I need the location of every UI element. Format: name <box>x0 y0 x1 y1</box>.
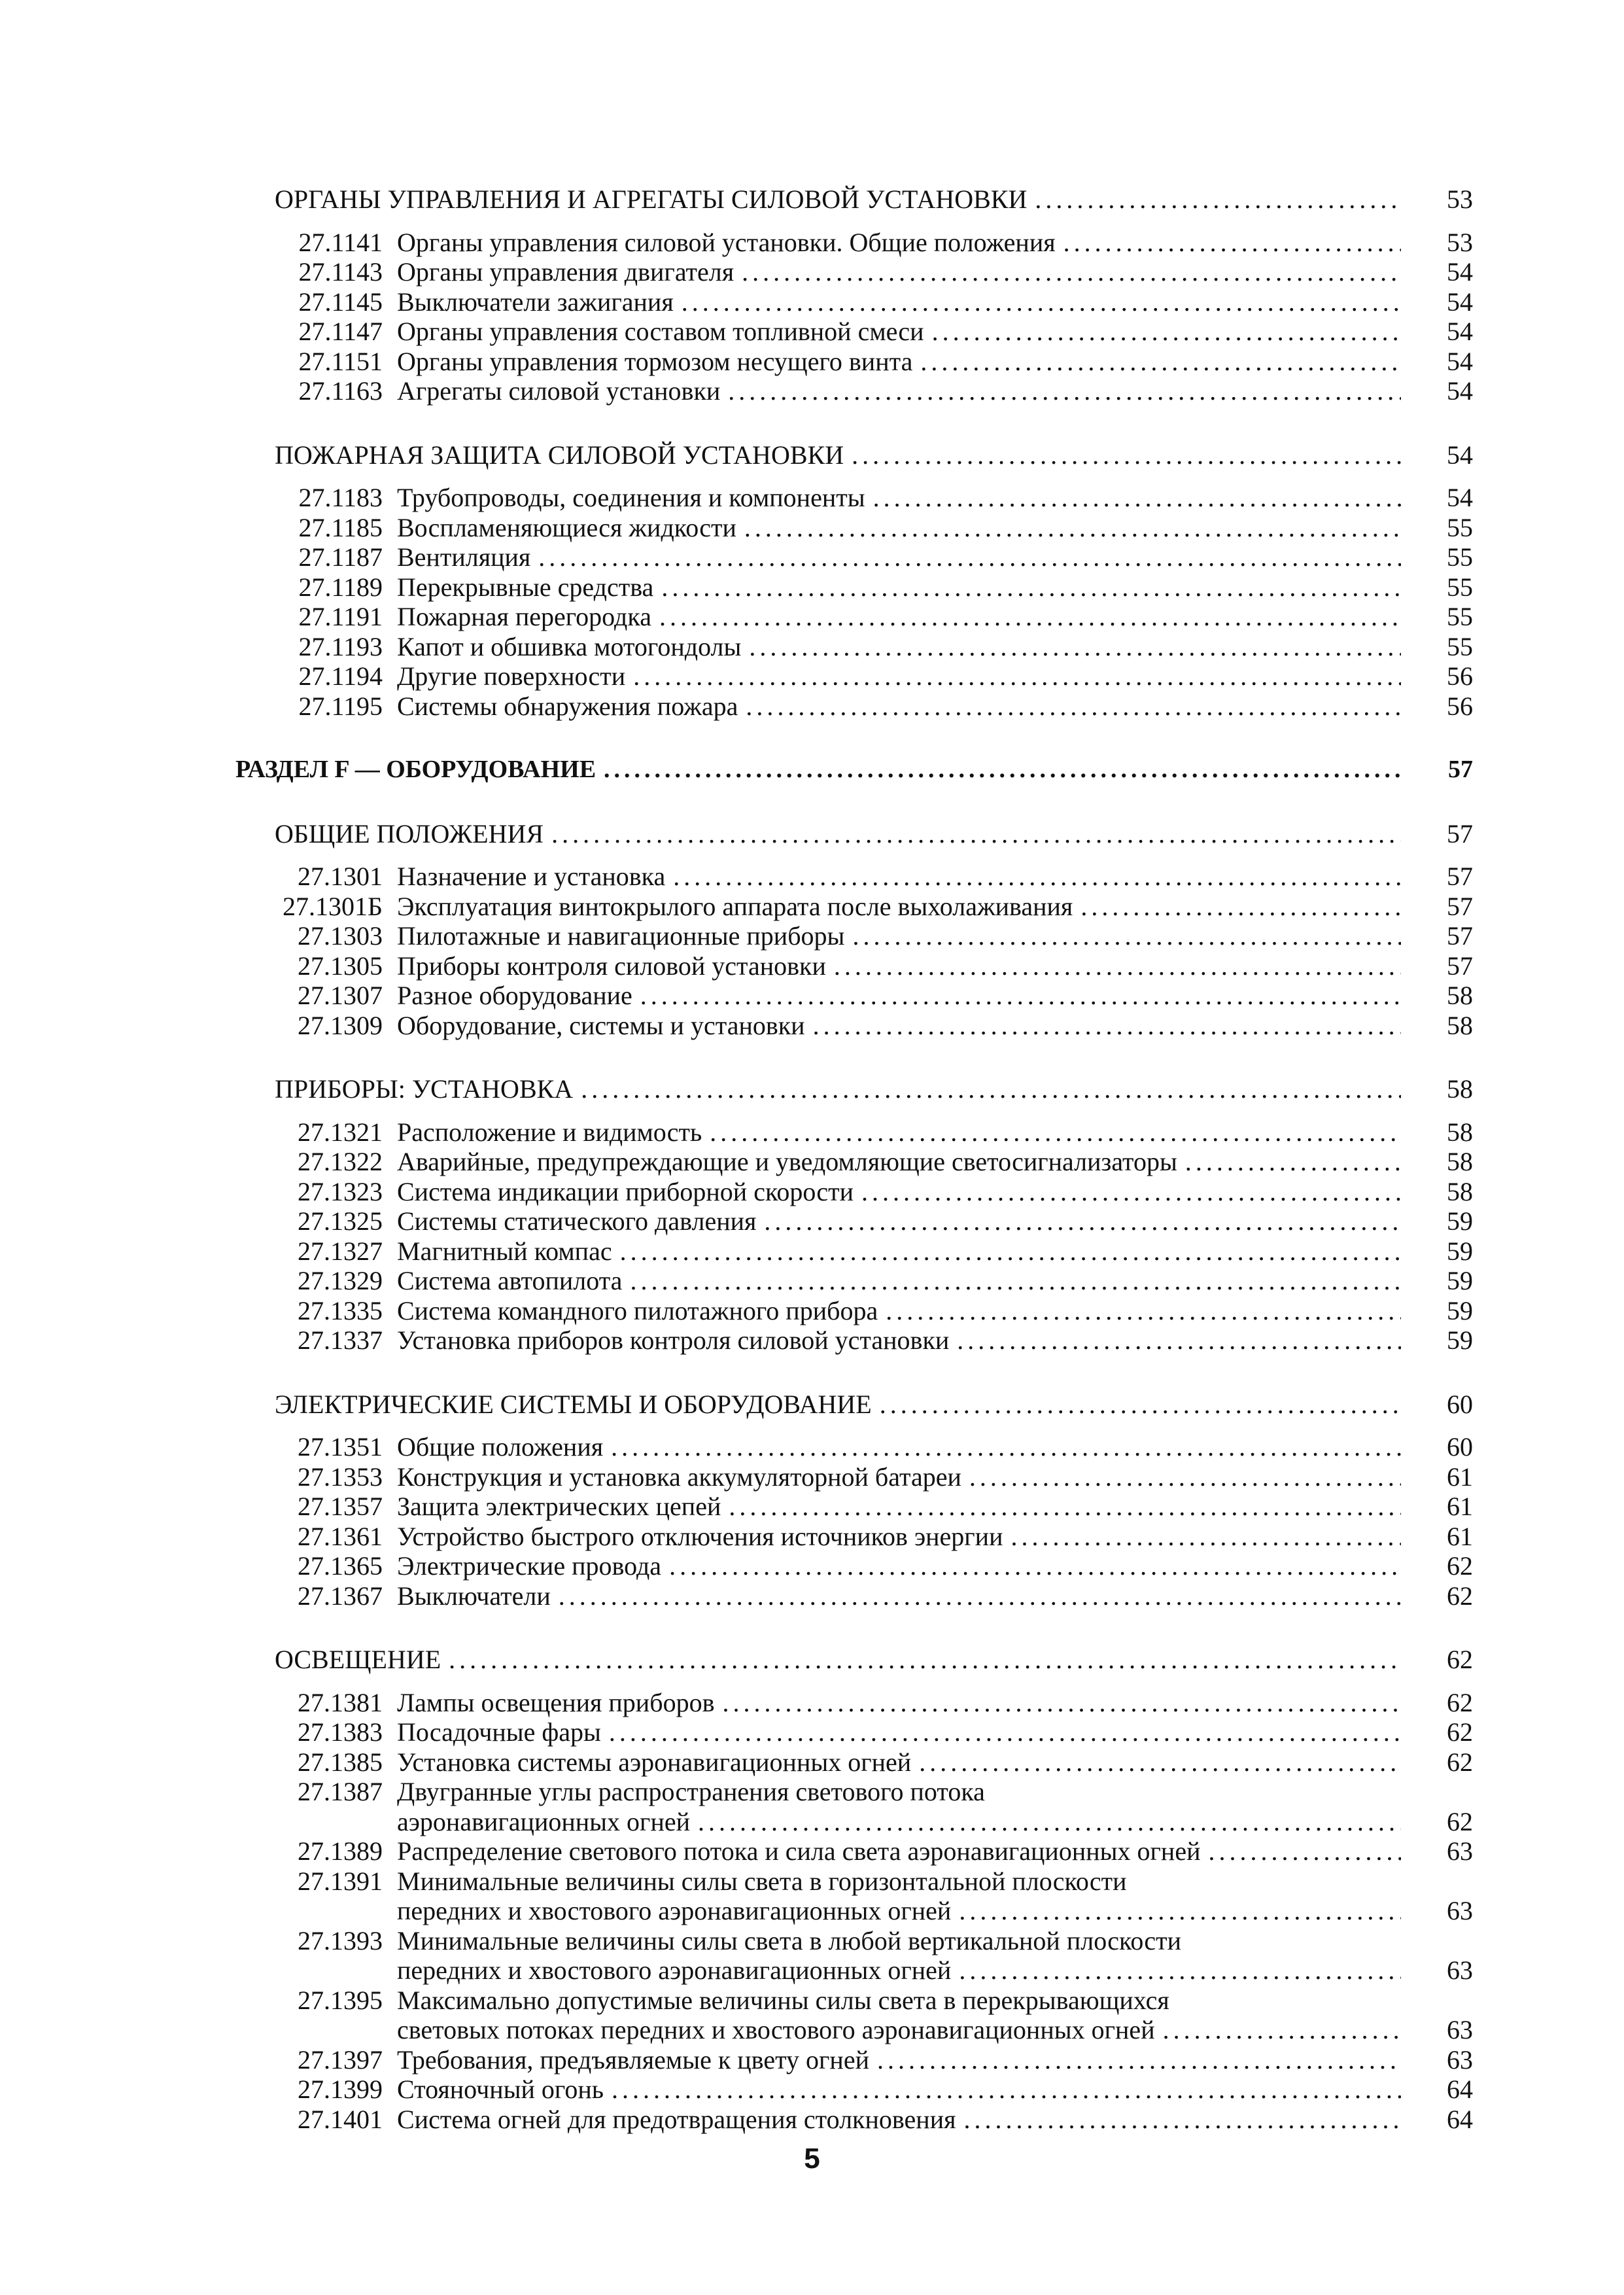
item-title: Капот и обшивка мотогондолы <box>397 631 742 661</box>
toc-item <box>235 1581 1473 1611</box>
section-heading-title: ЭЛЕКТРИЧЕСКИЕ СИСТЕМЫ И ОБОРУДОВАНИЕ <box>275 1389 872 1419</box>
item-page: 59 <box>1447 1295 1473 1325</box>
item-page: 62 <box>1447 1747 1473 1777</box>
toc-item <box>235 1206 1473 1236</box>
dot-leader <box>573 1074 1401 1104</box>
item-page: 63 <box>1447 2044 1473 2075</box>
dot-leader <box>441 1645 1401 1675</box>
item-page: 59 <box>1447 1325 1473 1355</box>
item-page: 57 <box>1447 951 1473 981</box>
toc-item <box>235 376 1473 406</box>
dot-leader <box>826 951 1401 981</box>
section-heading-page: 58 <box>1447 1074 1473 1104</box>
item-title: Аварийные, предупреждающие и уведомляющие светосигнализаторы <box>397 1147 1177 1176</box>
item-number: 27.1183 <box>298 483 383 512</box>
item-number: 27.1327 <box>298 1236 383 1266</box>
item-number: 27.1195 <box>298 691 383 721</box>
item-page: 54 <box>1447 257 1473 287</box>
toc-item <box>235 1011 1473 1041</box>
toc-item <box>235 2105 1473 2135</box>
item-title: Оборудование, системы и установки <box>397 1010 805 1040</box>
dot-leader <box>1056 228 1401 258</box>
dot-leader <box>1003 1522 1401 1552</box>
toc-item <box>235 892 1473 922</box>
dot-leader <box>878 1296 1401 1326</box>
toc-item <box>235 1462 1473 1492</box>
toc-item <box>235 632 1473 662</box>
dot-leader <box>736 513 1401 543</box>
dot-leader <box>869 2045 1401 2075</box>
dot-leader <box>734 257 1401 287</box>
item-number: 27.1401 <box>298 2104 383 2134</box>
toc-item <box>235 1325 1473 1356</box>
item-number: 27.1151 <box>298 346 383 376</box>
toc-item <box>235 951 1473 981</box>
item-page: 58 <box>1447 1010 1473 1040</box>
item-title: Выключатели зажигания <box>397 287 674 317</box>
dot-leader <box>661 1551 1401 1581</box>
item-page: 54 <box>1447 346 1473 376</box>
dot-leader <box>1073 892 1401 922</box>
item-page: 58 <box>1447 981 1473 1010</box>
item-title: Разное оборудование <box>397 981 632 1010</box>
item-page: 61 <box>1447 1492 1473 1521</box>
item-title: Эксплуатация винтокрылого аппарата после выхолаживания <box>397 891 1073 921</box>
dot-leader <box>865 483 1401 513</box>
toc-item <box>235 1717 1473 1747</box>
part-heading-block <box>235 755 1473 785</box>
dot-leader <box>612 1236 1401 1267</box>
item-title: Вентиляция <box>397 542 531 572</box>
toc-item <box>235 2075 1473 2105</box>
item-title: Минимальные величины силы света в любой вертикальной плоскости <box>397 1925 1181 1955</box>
item-title: Электрические провода <box>397 1551 662 1581</box>
item-title: Система огней для предотвращения столкновения <box>397 2104 956 2134</box>
item-title: Система командного пилотажного прибора <box>397 1295 878 1325</box>
item-title: Распределение светового потока и сила света аэронавигационных огней <box>397 1836 1201 1866</box>
toc-item <box>235 1747 1473 1778</box>
toc-section <box>235 184 1473 406</box>
item-page: 54 <box>1447 376 1473 406</box>
item-page: 54 <box>1447 317 1473 346</box>
item-page: 60 <box>1447 1432 1473 1462</box>
dot-leader <box>604 2075 1401 2105</box>
table-of-contents <box>235 184 1473 2168</box>
item-title: Защита электрических цепей <box>397 1492 721 1521</box>
toc-section <box>235 1074 1473 1356</box>
item-number: 27.1303 <box>298 921 383 951</box>
toc-item <box>235 1551 1473 1581</box>
toc-item <box>235 1117 1473 1148</box>
item-title: Система автопилота <box>397 1266 623 1295</box>
item-title-continuation: передних и хвостового аэронавигационных огней <box>397 1896 952 1925</box>
item-number: 27.1305 <box>298 951 383 981</box>
item-number: 27.1163 <box>298 376 383 406</box>
item-number: 27.1301 <box>298 862 383 891</box>
item-title: Требования, предъявляемые к цвету огней <box>397 2044 869 2075</box>
item-number: 27.1189 <box>298 572 383 602</box>
dot-leader <box>674 287 1401 317</box>
item-page: 64 <box>1447 2104 1473 2134</box>
toc-item <box>235 1522 1473 1552</box>
toc-item <box>235 1836 1473 1866</box>
section-heading-page: 62 <box>1447 1645 1473 1674</box>
section-heading-title: ПОЖАРНАЯ ЗАЩИТА СИЛОВОЙ УСТАНОВКИ <box>275 440 844 470</box>
section-heading-page: 54 <box>1447 440 1473 470</box>
item-title: Лампы освещения приборов <box>397 1687 715 1717</box>
item-number: 27.1383 <box>298 1717 383 1747</box>
item-number: 27.1325 <box>298 1206 383 1236</box>
toc-item <box>235 1688 1473 1718</box>
dot-leader <box>956 2105 1402 2135</box>
toc-item <box>235 483 1473 513</box>
part-title: РАЗДЕЛ F — ОБОРУДОВАНИЕ <box>235 756 596 783</box>
dot-leader <box>690 1807 1401 1837</box>
item-title: Расположение и видимость <box>397 1117 702 1147</box>
dot-leader <box>1177 1147 1401 1177</box>
toc-item <box>235 1432 1473 1462</box>
section-heading <box>235 1645 1473 1675</box>
item-number: 27.1395 <box>298 1985 383 2015</box>
dot-leader <box>651 602 1401 632</box>
toc-item <box>235 1777 1473 1807</box>
item-title: Устройство быстрого отключения источников энергии <box>397 1521 1003 1551</box>
dot-leader <box>951 1896 1401 1926</box>
item-number: 27.1393 <box>298 1925 383 1955</box>
item-number: 27.1357 <box>298 1492 383 1521</box>
item-page: 55 <box>1447 631 1473 661</box>
item-number: 27.1399 <box>298 2075 383 2104</box>
toc-item <box>235 692 1473 722</box>
item-page: 63 <box>1447 1896 1473 1925</box>
item-title: Двугранные углы распространения светового потока <box>397 1777 985 1806</box>
item-title: Органы управления тормозом несущего винта <box>397 346 913 376</box>
dot-leader <box>805 1011 1401 1041</box>
dot-leader <box>596 755 1401 785</box>
toc-item <box>235 513 1473 543</box>
dot-leader <box>756 1206 1401 1236</box>
dot-leader <box>1027 184 1401 215</box>
item-page: 56 <box>1447 691 1473 721</box>
part-heading <box>235 755 1473 785</box>
item-title: Органы управления составом топливной смеси <box>397 317 924 346</box>
dot-leader <box>665 862 1401 892</box>
toc-item <box>235 1147 1473 1177</box>
item-number: 27.1193 <box>298 631 383 661</box>
page-number: 5 <box>804 2143 820 2175</box>
item-number: 27.1397 <box>298 2044 383 2075</box>
toc-item <box>235 1266 1473 1296</box>
item-number: 27.1381 <box>298 1687 383 1717</box>
toc-item <box>235 1926 1473 1956</box>
toc-item <box>235 2045 1473 2075</box>
item-title: Воспламеняющиеся жидкости <box>397 512 736 542</box>
toc-item <box>235 347 1473 377</box>
dot-leader <box>924 317 1401 347</box>
item-page: 57 <box>1447 891 1473 921</box>
item-page: 64 <box>1447 2075 1473 2104</box>
item-title-continuation: аэронавигационных огней <box>397 1806 691 1836</box>
dot-leader <box>603 1432 1401 1462</box>
dot-leader <box>912 347 1401 377</box>
toc-item <box>235 921 1473 951</box>
toc-item <box>235 1177 1473 1207</box>
item-title: Максимально допустимые величины силы света в перекрывающихся <box>397 1985 1169 2015</box>
item-number: 27.1185 <box>298 512 383 542</box>
item-page: 59 <box>1447 1236 1473 1266</box>
item-title: Системы статического давления <box>397 1206 757 1236</box>
dot-leader <box>872 1390 1401 1420</box>
item-number: 27.1323 <box>298 1176 383 1206</box>
dot-leader <box>738 692 1401 722</box>
item-title: Установка приборов контроля силовой установки <box>397 1325 950 1355</box>
section-heading-page: 53 <box>1447 184 1473 214</box>
item-title: Перекрывные средства <box>397 572 654 602</box>
item-title: Органы управления силовой установки. Общие положения <box>397 227 1056 257</box>
item-page: 62 <box>1447 1717 1473 1747</box>
section-heading-title: ПРИБОРЫ: УСТАНОВКА <box>275 1074 574 1104</box>
item-page: 61 <box>1447 1462 1473 1492</box>
item-page: 55 <box>1447 572 1473 602</box>
item-page: 62 <box>1447 1806 1473 1836</box>
toc-item <box>235 287 1473 317</box>
item-number: 27.1365 <box>298 1551 383 1581</box>
dot-leader <box>911 1747 1401 1778</box>
item-number: 27.1141 <box>298 227 383 257</box>
dot-leader <box>530 542 1401 572</box>
item-page: 57 <box>1447 921 1473 951</box>
item-number: 27.1385 <box>298 1747 383 1777</box>
section-heading-title: ОСВЕЩЕНИЕ <box>275 1645 441 1674</box>
item-title: Минимальные величины силы света в горизонтальной плоскости <box>397 1866 1127 1896</box>
item-number: 27.1337 <box>298 1325 383 1355</box>
dot-leader <box>653 572 1401 603</box>
toc-item <box>235 1296 1473 1326</box>
item-title: Общие положения <box>397 1432 604 1462</box>
section-heading <box>235 1074 1473 1104</box>
section-heading-title: ОБЩИЕ ПОЛОЖЕНИЯ <box>275 818 544 849</box>
item-page: 61 <box>1447 1521 1473 1551</box>
item-number: 27.1389 <box>298 1836 383 1866</box>
item-page: 53 <box>1447 227 1473 257</box>
dot-leader <box>601 1717 1401 1747</box>
item-page: 63 <box>1447 1836 1473 1866</box>
item-title: Пожарная перегородка <box>397 602 651 631</box>
item-title: Система индикации приборной скорости <box>397 1176 854 1206</box>
item-title: Установка системы аэронавигационных огней <box>397 1747 912 1777</box>
item-page: 59 <box>1447 1206 1473 1236</box>
item-title: Пилотажные и навигационные приборы <box>397 921 845 951</box>
toc-item <box>235 1236 1473 1267</box>
item-number: 27.1367 <box>298 1581 383 1611</box>
toc-item <box>235 1492 1473 1522</box>
item-page: 63 <box>1447 2015 1473 2044</box>
item-title: Трубопроводы, соединения и компоненты <box>397 483 865 512</box>
dot-leader <box>622 1266 1401 1296</box>
item-title: Посадочные фары <box>397 1717 601 1747</box>
item-page: 62 <box>1447 1687 1473 1717</box>
item-title-continuation: передних и хвостового аэронавигационных огней <box>397 1955 952 1985</box>
section-heading <box>235 1390 1473 1420</box>
item-page: 62 <box>1447 1581 1473 1611</box>
section-heading-page: 60 <box>1447 1389 1473 1419</box>
dot-leader <box>1155 2015 1401 2045</box>
dot-leader <box>1201 1836 1402 1866</box>
toc-section <box>235 1645 1473 2134</box>
dot-leader <box>721 1492 1401 1522</box>
dot-leader <box>844 921 1401 951</box>
item-number: 27.1387 <box>298 1777 383 1806</box>
dot-leader <box>632 981 1401 1011</box>
item-number: 27.1194 <box>298 661 383 691</box>
toc-section <box>235 440 1473 722</box>
toc-item-continuation <box>235 1896 1473 1926</box>
part-page: 57 <box>1448 756 1473 783</box>
item-number: 27.1187 <box>298 542 383 572</box>
item-page: 58 <box>1447 1117 1473 1147</box>
toc-item <box>235 661 1473 692</box>
item-page: 62 <box>1447 1551 1473 1581</box>
dot-leader <box>720 376 1401 406</box>
toc-item <box>235 981 1473 1011</box>
dot-leader <box>551 1581 1401 1611</box>
dot-leader <box>544 819 1401 849</box>
toc-item <box>235 572 1473 603</box>
item-title: Выключатели <box>397 1581 551 1611</box>
item-title: Агрегаты силовой установки <box>397 376 721 406</box>
item-page: 54 <box>1447 287 1473 317</box>
item-number: 27.1307 <box>298 981 383 1010</box>
dot-leader <box>949 1325 1401 1356</box>
item-number: 27.1335 <box>298 1295 383 1325</box>
item-page: 63 <box>1447 1955 1473 1985</box>
item-number: 27.1301Б <box>283 891 383 921</box>
item-number: 27.1351 <box>298 1432 383 1462</box>
item-number: 27.1143 <box>298 257 383 287</box>
item-number: 27.1145 <box>298 287 383 317</box>
section-heading <box>235 184 1473 215</box>
section-heading-page: 57 <box>1447 818 1473 849</box>
item-number: 27.1321 <box>298 1117 383 1147</box>
item-number: 27.1191 <box>298 602 383 631</box>
item-number: 27.1322 <box>298 1147 383 1176</box>
toc-item-continuation <box>235 1807 1473 1837</box>
item-page: 56 <box>1447 661 1473 691</box>
item-page: 58 <box>1447 1147 1473 1176</box>
item-number: 27.1361 <box>298 1521 383 1551</box>
toc-item <box>235 257 1473 287</box>
dot-leader <box>714 1688 1401 1718</box>
item-title: Приборы контроля силовой установки <box>397 951 826 981</box>
toc-item <box>235 602 1473 632</box>
item-title: Конструкция и установка аккумуляторной батареи <box>397 1462 961 1492</box>
dot-leader <box>625 661 1401 692</box>
item-page: 54 <box>1447 483 1473 512</box>
item-title: Органы управления двигателя <box>397 257 734 287</box>
toc-section <box>235 1390 1473 1611</box>
toc-item <box>235 228 1473 258</box>
toc-item-continuation <box>235 2015 1473 2045</box>
toc-item <box>235 1866 1473 1897</box>
toc-item <box>235 542 1473 572</box>
dot-leader <box>854 1177 1401 1207</box>
toc-item-continuation <box>235 1955 1473 1986</box>
item-page: 55 <box>1447 542 1473 572</box>
item-page: 57 <box>1447 862 1473 891</box>
item-number: 27.1391 <box>298 1866 383 1896</box>
toc-item <box>235 317 1473 347</box>
item-title: Стояночный огонь <box>397 2075 604 2104</box>
item-title: Магнитный компас <box>397 1236 612 1266</box>
item-title-continuation: световых потоках передних и хвостового аэронавигационных огней <box>397 2015 1155 2044</box>
section-heading <box>235 440 1473 470</box>
toc-section <box>235 819 1473 1041</box>
item-page: 58 <box>1447 1176 1473 1206</box>
toc-item <box>235 862 1473 892</box>
dot-leader <box>961 1462 1401 1492</box>
item-number: 27.1353 <box>298 1462 383 1492</box>
dot-leader <box>702 1117 1401 1148</box>
item-page: 55 <box>1447 512 1473 542</box>
item-number: 27.1147 <box>298 317 383 346</box>
item-title: Другие поверхности <box>397 661 626 691</box>
item-title: Системы обнаружения пожара <box>397 691 738 721</box>
item-number: 27.1329 <box>298 1266 383 1295</box>
toc-item <box>235 1986 1473 2016</box>
section-heading <box>235 819 1473 849</box>
item-page: 59 <box>1447 1266 1473 1295</box>
dot-leader <box>951 1955 1401 1986</box>
dot-leader <box>844 440 1401 470</box>
dot-leader <box>741 632 1401 662</box>
section-heading-title: ОРГАНЫ УПРАВЛЕНИЯ И АГРЕГАТЫ СИЛОВОЙ УСТАНОВКИ <box>275 184 1028 214</box>
item-page: 55 <box>1447 602 1473 631</box>
item-number: 27.1309 <box>298 1010 383 1040</box>
item-title: Назначение и установка <box>397 862 666 891</box>
